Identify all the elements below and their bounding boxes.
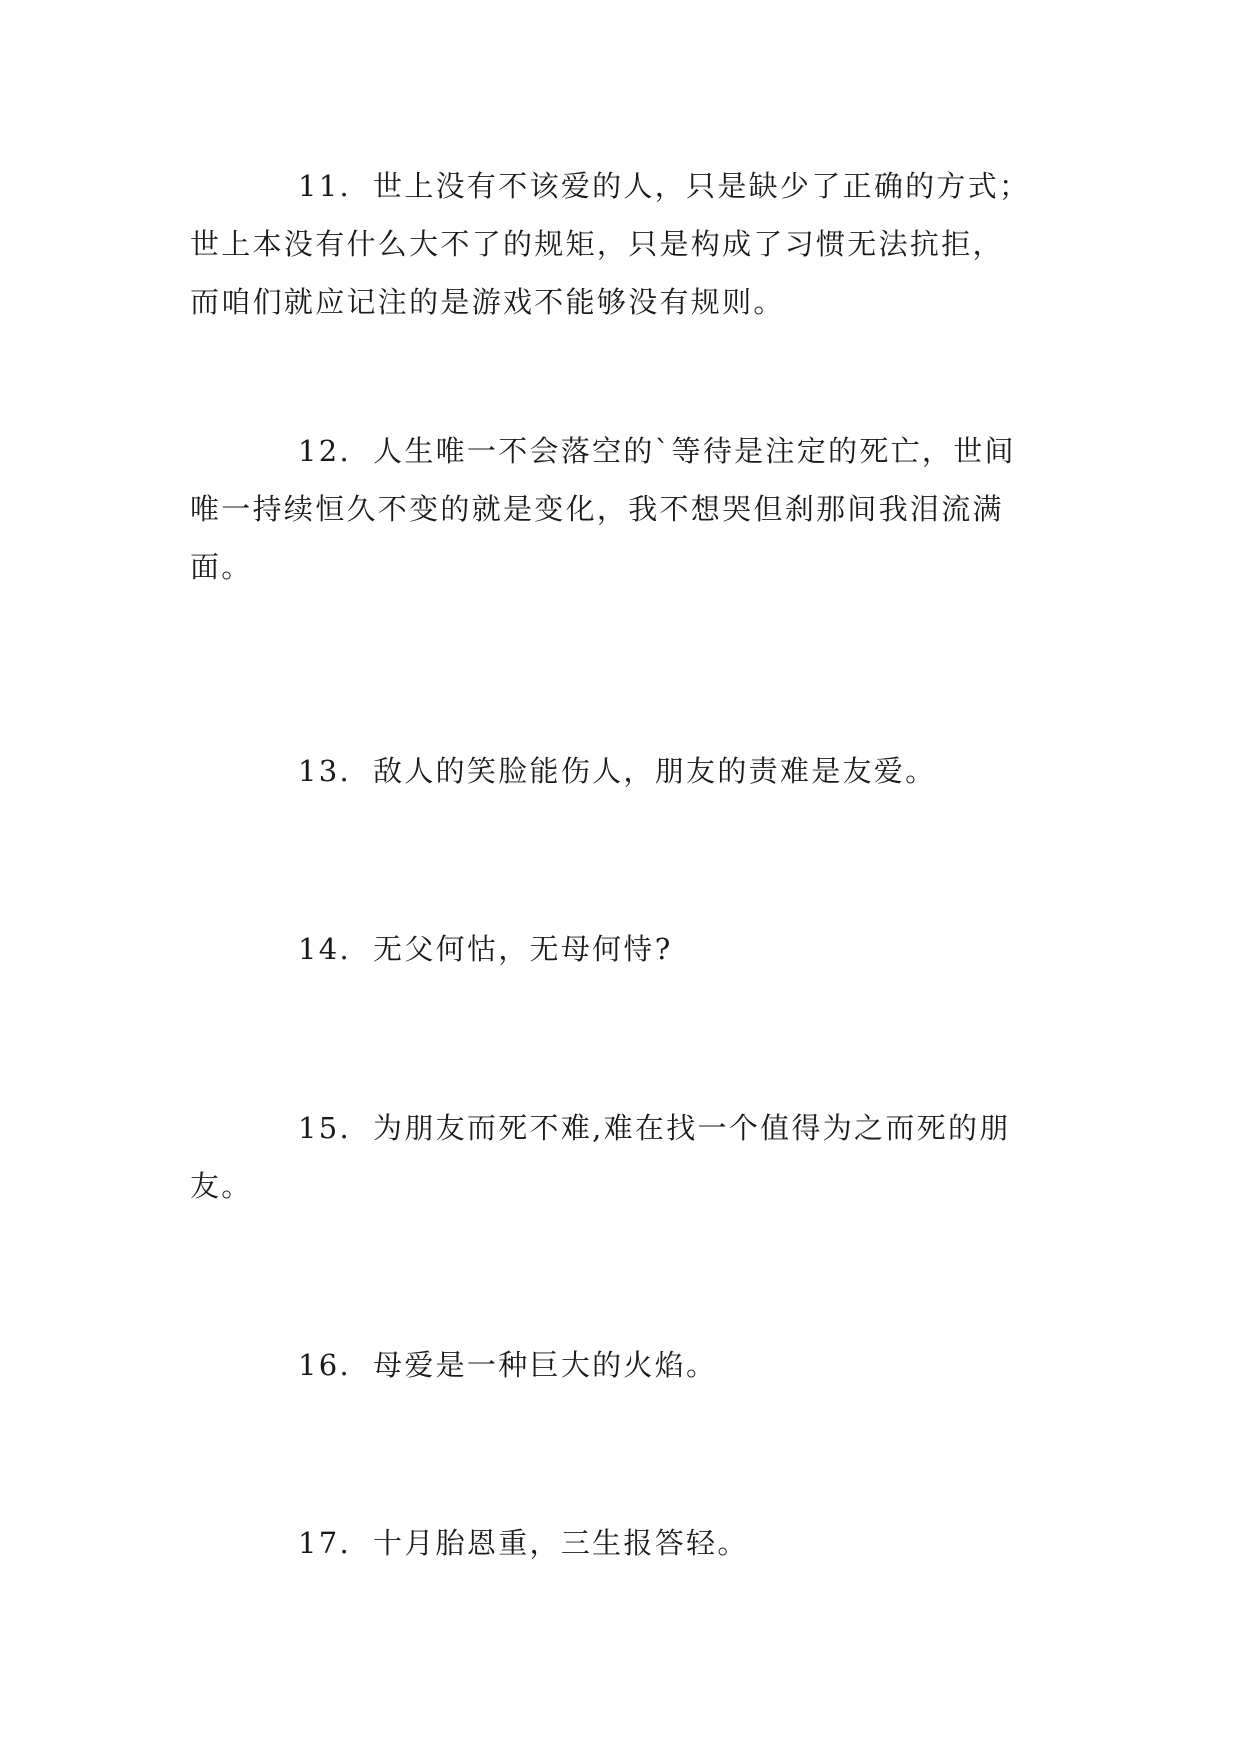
paragraph-text: 世上没有不该爱的人，只是缺少了正确的方式；: [373, 169, 1031, 203]
paragraph-number: 16.: [298, 1348, 352, 1382]
paragraph-line: [190, 1514, 1070, 1572]
paragraph-line: [190, 157, 1070, 215]
paragraph-line: [190, 1099, 1070, 1157]
paragraph-line: [190, 920, 1070, 978]
paragraph-line: 唯一持续恒久不变的就是变化，我不想哭但刹那间我泪流满: [190, 492, 1004, 526]
paragraph-line: [190, 742, 1070, 800]
paragraph-line: [190, 422, 1070, 480]
paragraph-text: 无父何怙，无母何恃?: [373, 932, 673, 966]
paragraph-text: 十月胎恩重，三生报答轻。: [373, 1526, 749, 1560]
paragraph-text: 母爱是一种巨大的火焰。: [373, 1348, 718, 1382]
paragraph-13: [190, 742, 1070, 800]
paragraph-17: [190, 1514, 1070, 1572]
paragraph-text: 为朋友而死不难,难在找一个值得为之而死的朋: [373, 1111, 1011, 1145]
paragraph-line: 友。: [190, 1169, 253, 1203]
paragraph-text: 敌人的笑脸能伤人，朋友的责难是友爱。: [373, 754, 937, 788]
paragraph-line: 世上本没有什么大不了的规矩，只是构成了习惯无法抗拒，: [190, 227, 1004, 261]
paragraph-14: [190, 920, 1070, 978]
paragraph-text: 人生唯一不会落空的`等待是注定的死亡，世间: [373, 434, 1016, 468]
paragraph-16: [190, 1336, 1070, 1394]
paragraph-line: [190, 1336, 1070, 1394]
paragraph-12: [190, 422, 1070, 596]
paragraph-number: 12.: [298, 434, 352, 468]
paragraph-number: 13.: [298, 754, 352, 788]
paragraph-number: 15.: [298, 1111, 352, 1145]
paragraph-number: 17.: [298, 1526, 352, 1560]
paragraph-line: 而咱们就应记注的是游戏不能够没有规则。: [190, 285, 785, 319]
paragraph-15: [190, 1099, 1070, 1215]
paragraph-11: [190, 157, 1070, 331]
paragraph-line: 面。: [190, 550, 253, 584]
paragraph-number: 14.: [298, 932, 352, 966]
paragraph-number: 11.: [298, 169, 352, 203]
